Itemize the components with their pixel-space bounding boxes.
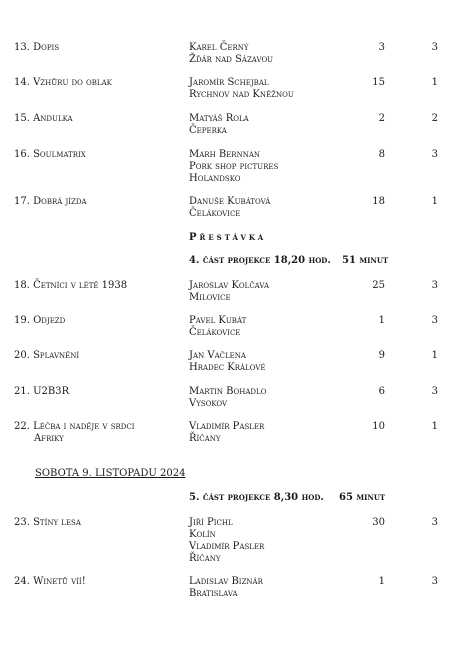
entry-title: 23. Stíny lesa <box>14 517 81 528</box>
entry-rank: 1 <box>431 350 438 361</box>
entry-title: 19. Odjezd <box>14 315 66 326</box>
entry-score: 8 <box>378 149 385 160</box>
entry-rank: 1 <box>431 196 438 207</box>
entry-author: Karel Černý <box>189 42 249 53</box>
entry-location: Říčany <box>189 553 221 564</box>
entry-rank: 1 <box>431 77 438 88</box>
entry-title: 15. Andulka <box>14 113 73 124</box>
entry-score: 30 <box>372 517 385 528</box>
entry-location: Bratislava <box>189 588 238 599</box>
entry-location: Čelákovice <box>189 327 241 338</box>
entry-score: 9 <box>378 350 385 361</box>
entry-location: Čelákovice <box>189 208 241 219</box>
entry-score: 25 <box>372 280 385 291</box>
entry-rank: 3 <box>431 42 438 53</box>
entry-location: Holandsko <box>189 173 241 184</box>
entry-author: Ladislav Biznár <box>189 576 263 587</box>
entry-author: Jaromír Schejbal <box>189 77 269 88</box>
entry-location: Rychnov nad Kněžnou <box>189 89 294 100</box>
entry-score: 10 <box>372 421 385 432</box>
entry-author: Vladimír Pasler <box>189 541 265 552</box>
entry-author: Vladimír Pasler <box>189 421 265 432</box>
entry-title: 13. Dopis <box>14 42 60 53</box>
entry-author: Martin Bohadlo <box>189 386 267 397</box>
entry-title: 14. Vzhůru do oblak <box>14 77 112 88</box>
entry-title: 18. Četníci v létě 1938 <box>14 280 128 291</box>
entry-rank: 3 <box>431 315 438 326</box>
entry-rank: 3 <box>431 576 438 587</box>
entry-location: Kolín <box>189 529 216 540</box>
entry-score: 2 <box>378 113 385 124</box>
day-heading: SOBOTA 9. LISTOPADU 2024 <box>35 468 186 479</box>
entry-author: Jaroslav Kolčava <box>189 280 270 291</box>
entry-author: Matyáš Rola <box>189 113 249 124</box>
section-heading: 4. část projekce 18,20 hod. <box>189 255 331 266</box>
entry-title: 24. Winetů víí! <box>14 576 86 587</box>
section-duration: 65 minut <box>339 492 386 503</box>
entry-rank: 3 <box>431 280 438 291</box>
entry-location: Milovice <box>189 292 231 303</box>
entry-location: Vysokov <box>189 398 228 409</box>
entry-author: Danuše Kubátová <box>189 196 271 207</box>
entry-score: 3 <box>378 42 385 53</box>
entry-author: Jiří Pichl <box>189 517 233 528</box>
entry-rank: 2 <box>431 113 438 124</box>
entry-rank: 3 <box>431 149 438 160</box>
entry-location: Hradec Králové <box>189 362 266 373</box>
entry-title: 17. Dobrá jízda <box>14 196 87 207</box>
entry-author: Pavel Kubát <box>189 315 247 326</box>
entry-rank: 3 <box>431 517 438 528</box>
entry-score: 1 <box>378 576 385 587</box>
entry-score: 15 <box>372 77 385 88</box>
entry-title: 16. Soulmatrix <box>14 149 86 160</box>
entry-location: Čeperka <box>189 125 227 136</box>
entry-score: 18 <box>372 196 385 207</box>
section-heading: 5. část projekce 8,30 hod. <box>189 492 324 503</box>
entry-rank: 1 <box>431 421 438 432</box>
entry-score: 1 <box>378 315 385 326</box>
entry-company: Pork shop pictures <box>189 161 279 172</box>
entry-title: 21. U2B3R <box>14 386 70 397</box>
entry-location: Říčany <box>189 433 221 444</box>
entry-location: Žďár nad Sázavou <box>189 54 274 65</box>
entry-title: 20. Splavnění <box>14 350 80 361</box>
entry-score: 6 <box>378 386 385 397</box>
break-label: Přestávka <box>189 232 267 243</box>
entry-title: 22. Léčba i naděje v srdci <box>14 421 135 432</box>
entry-title-cont: Afriky <box>34 433 64 444</box>
section-duration: 51 minut <box>342 255 389 266</box>
entry-author: Jan Vačlena <box>189 350 246 361</box>
entry-author: Marh Bernnan <box>189 149 261 160</box>
entry-rank: 3 <box>431 386 438 397</box>
